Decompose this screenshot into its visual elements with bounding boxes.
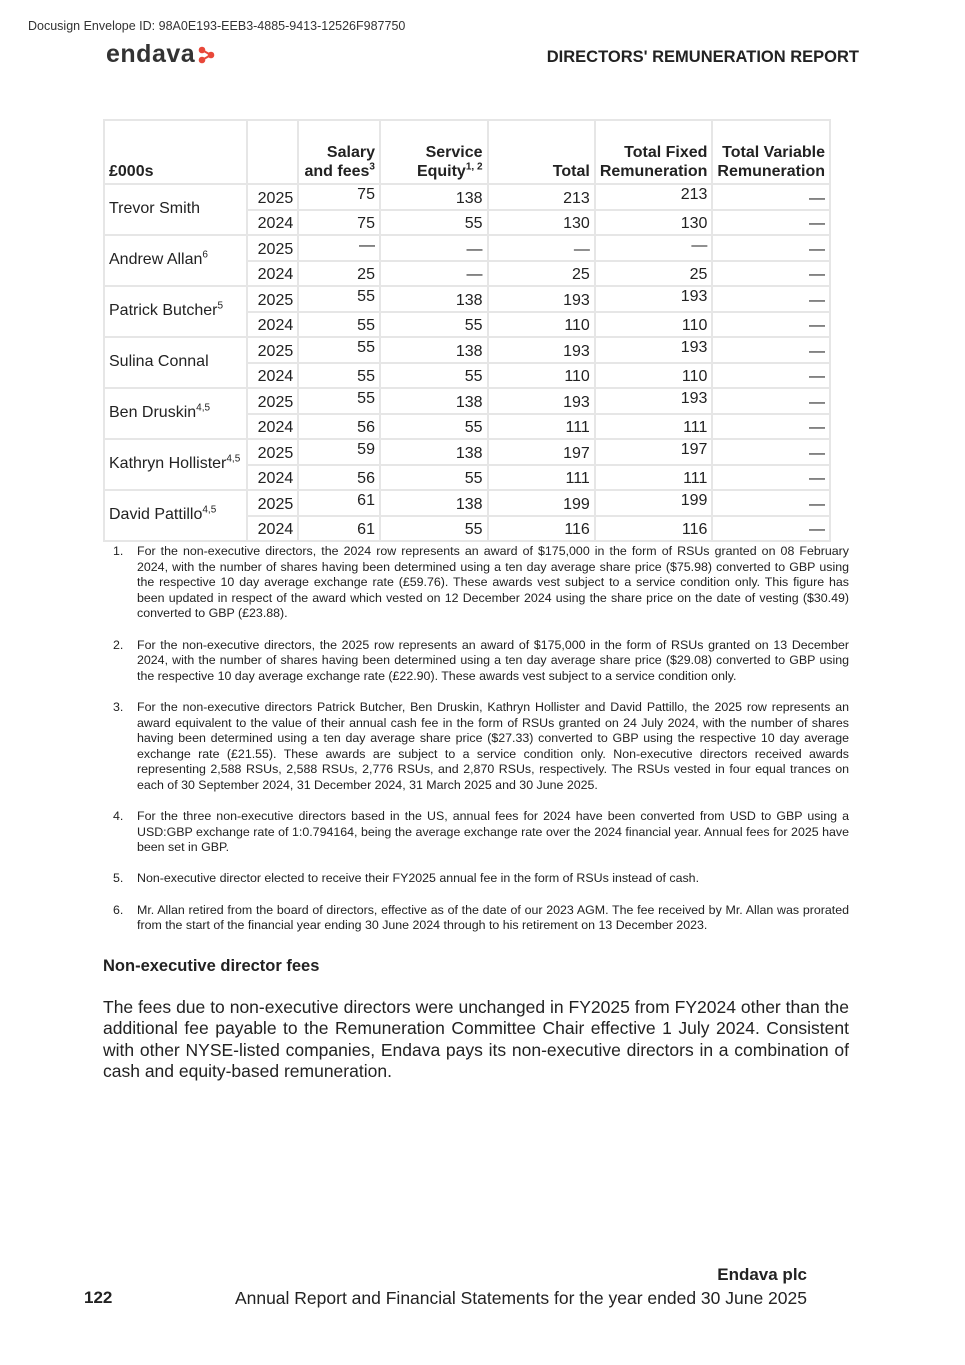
total-cell: 111 [488, 414, 595, 440]
fixed-cell: 213 [595, 184, 713, 210]
variable-cell: — [712, 414, 830, 440]
year-cell: 2024 [247, 465, 298, 491]
director-name: Ben Druskin$^{4,5}$ [104, 388, 247, 439]
salary-cell: 75 [298, 210, 380, 236]
fixed-cell: — [595, 235, 713, 261]
fixed-cell: 199 [595, 490, 713, 516]
docusign-envelope-id: Docusign Envelope ID: 98A0E193-EEB3-4885-9413-12526F987750 [28, 19, 406, 33]
fixed-header: Total Fixed Remuneration [595, 120, 713, 184]
fixed-cell: 116 [595, 516, 713, 542]
equity-header: Service Equity$^{1, 2}$ [380, 120, 488, 184]
logo-mark-icon [198, 46, 216, 64]
fixed-cell: 111 [595, 465, 713, 491]
footnote-text: Mr. Allan retired from the board of directors, effective as of the date of our 2023 AGM. The fee received by Mr. Allan was prorated from the start of the financial year ending 30 June 2024 through to his retirement on 13 December 2023. [137, 902, 849, 933]
footnote-text: For the three non-executive directors based in the US, annual fees for 2024 have been converted from USD to GBP using a USD:GBP exchange rate of 1:0.794164, being the average exchange rate over the 2024 financial year. Annual fees for 2025 have been set in GBP. [137, 809, 849, 855]
footnote-text: For the non-executive directors, the 2024 row represents an award of $175,000 in the form of RSUs granted on 08 February 2024, with the number of shares having been determined using a ten day average share price ($75.98) converted to GBP using the respective 10 day average exchange rate (£59.76). These awards vest subject to a service condition only. This figure has been updated in respect of the award which vested on 12 December 2024 using the share price on the date of vesting ($30.49) converted to GBP (£23.88). [137, 544, 849, 621]
variable-cell: — [712, 516, 830, 542]
equity-cell: 55 [380, 516, 488, 542]
salary-cell: 56 [298, 414, 380, 440]
salary-cell: 25 [298, 261, 380, 287]
fixed-cell: 193 [595, 286, 713, 312]
equity-cell: — [380, 235, 488, 261]
footnote [113, 809, 849, 856]
year-cell: 2024 [247, 516, 298, 542]
footnote [113, 903, 849, 934]
section-heading: Non-executive director fees [103, 957, 320, 975]
equity-cell: 55 [380, 414, 488, 440]
footer-report-title: Annual Report and Financial Statements for the year ended 30 June 2025 [234, 1288, 807, 1308]
footnote-number: 5. [113, 871, 124, 886]
total-cell: 110 [488, 312, 595, 338]
variable-cell: — [712, 286, 830, 312]
total-cell: 130 [488, 210, 595, 236]
year-cell: 2024 [247, 363, 298, 389]
year-header [247, 120, 298, 184]
director-name: Patrick Butcher$^5$ [104, 286, 247, 337]
table-row [104, 337, 830, 363]
year-cell: 2025 [247, 388, 298, 414]
variable-cell: — [712, 312, 830, 338]
year-cell: 2025 [247, 235, 298, 261]
total-cell: 111 [488, 465, 595, 491]
fixed-cell: 197 [595, 439, 713, 465]
fixed-cell: 111 [595, 414, 713, 440]
total-header: Total [488, 120, 595, 184]
salary-cell: 55 [298, 286, 380, 312]
salary-cell: 55 [298, 388, 380, 414]
equity-cell: 55 [380, 210, 488, 236]
remuneration-table [103, 119, 831, 542]
total-cell: 193 [488, 286, 595, 312]
fixed-cell: 130 [595, 210, 713, 236]
variable-cell: — [712, 363, 830, 389]
unit-header: £000s [104, 120, 247, 184]
table-row [104, 184, 830, 210]
footnote-number: 3. [113, 699, 124, 714]
section-title: DIRECTORS' REMUNERATION REPORT [546, 48, 859, 66]
equity-cell: 138 [380, 439, 488, 465]
logo-text: endava [106, 40, 196, 68]
fixed-cell: 25 [595, 261, 713, 287]
year-cell: 2024 [247, 210, 298, 236]
director-name: Kathryn Hollister$^{4,5}$ [104, 439, 247, 490]
footnote-number: 2. [113, 637, 124, 652]
total-cell: 110 [488, 363, 595, 389]
body-paragraph: The fees due to non-executive directors were unchanged in FY2025 from FY2024 other than the additional fee payable to the Remuneration Committee Chair effective 1 July 2024. Consistent with other NYSE-listed companies, Endava pays its non-executive directors in a combination of cash and equity-based remuneration. [103, 997, 849, 1081]
page-number: 122 [84, 1288, 113, 1307]
variable-cell: — [712, 261, 830, 287]
footnote-text: For the non-executive directors, the 2025 row represents an award of $175,000 in the form of RSUs granted on 13 December 2024, with the number of shares having been determined using a ten day average share price ($29.08) converted to GBP using the respective 10 day average exchange rate (£22.90). These awards vest subject to a service condition only. [137, 637, 849, 683]
fixed-cell: 110 [595, 312, 713, 338]
year-cell: 2025 [247, 184, 298, 210]
variable-cell: — [712, 388, 830, 414]
variable-header: Total Variable Remuneration [712, 120, 830, 184]
variable-cell: — [712, 210, 830, 236]
variable-cell: — [712, 490, 830, 516]
year-cell: 2025 [247, 286, 298, 312]
endava-logo [106, 40, 216, 69]
variable-cell: — [712, 235, 830, 261]
table-row [104, 235, 830, 261]
year-cell: 2024 [247, 312, 298, 338]
salary-cell: — [298, 235, 380, 261]
table-row [104, 388, 830, 414]
year-cell: 2025 [247, 490, 298, 516]
equity-cell: 138 [380, 184, 488, 210]
equity-cell: 55 [380, 312, 488, 338]
variable-cell: — [712, 465, 830, 491]
total-cell: 193 [488, 337, 595, 363]
director-name: Andrew Allan$^6$ [104, 235, 247, 286]
salary-cell: 55 [298, 363, 380, 389]
footer-company: Endava plc [717, 1265, 807, 1284]
equity-cell: 55 [380, 465, 488, 491]
total-cell: 116 [488, 516, 595, 542]
director-name: Trevor Smith [104, 184, 247, 235]
table-row [104, 490, 830, 516]
total-cell: 25 [488, 261, 595, 287]
footnote-number: 4. [113, 809, 124, 824]
fixed-cell: 193 [595, 388, 713, 414]
total-cell: 199 [488, 490, 595, 516]
total-cell: 213 [488, 184, 595, 210]
footnote [113, 871, 849, 887]
salary-cell: 59 [298, 439, 380, 465]
footnote-number: 1. [113, 544, 124, 558]
year-cell: 2024 [247, 261, 298, 287]
footnote-text: For the non-executive directors Patrick Butcher, Ben Druskin, Kathryn Hollister and David Pattillo, the 2025 row represents an award equivalent to the value of their annual cash fee in the form of RSUs granted on 24 July 2024, with the number of shares having been determined using a ten day average share price ($27.33) converted to GBP using the respective 10 day average exchange rate (£21.55). These awards are subject to a service condition only. Non-executive directors received awards representing 2,588 RSUs, 2,588 RSUs, 2,776 RSUs, and 2,870 RSUs, respectively. The RSUs vested in four equal trances on each of 30 September 2024, 31 December 2024, 31 March 2025 and 30 June 2025. [137, 699, 849, 792]
variable-cell: — [712, 337, 830, 363]
total-cell: 197 [488, 439, 595, 465]
footnotes [113, 544, 849, 949]
variable-cell: — [712, 439, 830, 465]
total-cell: 193 [488, 388, 595, 414]
equity-cell: 55 [380, 363, 488, 389]
footnote [113, 544, 849, 622]
year-cell: 2025 [247, 439, 298, 465]
salary-cell: 75 [298, 184, 380, 210]
equity-cell: — [380, 261, 488, 287]
salary-header: Salary and fees$^3$ [298, 120, 380, 184]
fixed-cell: 110 [595, 363, 713, 389]
year-cell: 2024 [247, 414, 298, 440]
table-row [104, 286, 830, 312]
variable-cell: — [712, 184, 830, 210]
equity-cell: 138 [380, 388, 488, 414]
director-name: Sulina Connal [104, 337, 247, 388]
salary-cell: 56 [298, 465, 380, 491]
salary-cell: 61 [298, 516, 380, 542]
equity-cell: 138 [380, 286, 488, 312]
table-header-row [104, 120, 830, 184]
salary-cell: 61 [298, 490, 380, 516]
equity-cell: 138 [380, 490, 488, 516]
footnote [113, 700, 849, 794]
footnote-text: Non-executive director elected to receive their FY2025 annual fee in the form of RSUs instead of cash. [137, 871, 700, 886]
footnote [113, 638, 849, 685]
fixed-cell: 193 [595, 337, 713, 363]
table-row [104, 439, 830, 465]
footnote-number: 6. [113, 902, 124, 917]
salary-cell: 55 [298, 337, 380, 363]
equity-cell: 138 [380, 337, 488, 363]
salary-cell: 55 [298, 312, 380, 338]
total-cell: — [488, 235, 595, 261]
year-cell: 2025 [247, 337, 298, 363]
director-name: David Pattillo$^{4,5}$ [104, 490, 247, 541]
